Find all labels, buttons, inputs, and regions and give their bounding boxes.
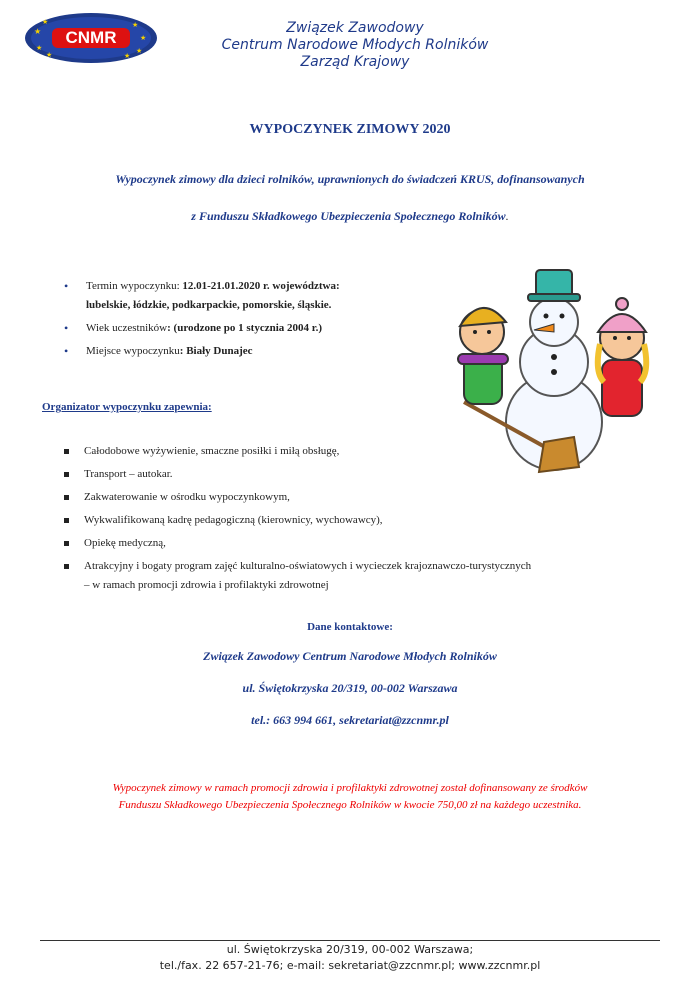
age-label: Wiek uczestników — [86, 322, 168, 334]
contact-address: ul. Świętokrzyska 20/319, 00-002 Warszawa — [242, 681, 458, 695]
place-label: Miejsce wypoczynku — [86, 345, 180, 357]
provision-item: Całodobowe wyżywienie, smaczne posiłki i miłą obsługę, — [62, 444, 642, 459]
footer-address: ul. Świętokrzyska 20/319, 00-002 Warszawa; — [226, 943, 474, 956]
provision-item: Opiekę medyczną, — [62, 536, 642, 551]
provisions-list — [62, 444, 642, 601]
detail-place — [62, 344, 462, 359]
funding-note — [40, 780, 660, 814]
intro-line-2-text: z Funduszu Składkowego Ubezpieczenia Społecznego Rolników — [191, 209, 506, 223]
intro-line-2-period: . — [505, 209, 509, 223]
org-line-2: Centrum Narodowe Młodych Rolników — [221, 37, 489, 53]
svg-text:★: ★ — [136, 47, 143, 55]
detail-term — [62, 279, 462, 294]
svg-text:★: ★ — [36, 44, 43, 52]
svg-text:★: ★ — [42, 18, 49, 26]
place-value: : Biały Dunajec — [179, 345, 253, 357]
svg-text:★: ★ — [46, 51, 53, 59]
org-line-1: Związek Zawodowy — [286, 20, 424, 36]
organizer-heading: Organizator wypoczynku zapewnia: — [42, 401, 212, 413]
svg-text:★: ★ — [124, 52, 131, 60]
term-label: Termin wypoczynku: — [86, 280, 183, 292]
footer-contact: tel./fax. 22 657-21-76; e-mail: sekretariat@zzcnmr.pl; www.zzcnmr.pl — [159, 959, 541, 972]
provision-item: Zakwaterowanie w ośrodku wypoczynkowym, — [62, 490, 642, 505]
contact-heading: Dane kontaktowe: — [307, 621, 393, 633]
intro-line-1: Wypoczynek zimowy dla dzieci rolników, uprawnionych do świadczeń KRUS, dofinansowanych — [115, 172, 585, 186]
provision-item: Transport – autokar. — [62, 467, 642, 482]
organization-header — [190, 20, 520, 71]
page-title: WYPOCZYNEK ZIMOWY 2020 — [249, 122, 451, 137]
funding-note-line-1: Wypoczynek zimowy w ramach promocji zdrowia i profilaktyki zdrowotnej został dofinansowany ze środków — [112, 782, 588, 794]
trip-details-list — [62, 279, 462, 367]
svg-text:CNMR: CNMR — [65, 28, 117, 47]
provision-item-sub: – w ramach promocji zdrowia i profilaktyki zdrowotnej — [84, 579, 329, 591]
footer — [0, 942, 700, 974]
provision-item-text: Atrakcyjny i bogaty program zajęć kulturalno-oświatowych i wycieczek krajoznawczo-turystycznych — [84, 560, 532, 572]
provision-item: Wykwalifikowaną kadrę pedagogiczną (kierownicy, wychowawcy), — [62, 513, 642, 528]
intro-line-2 — [0, 209, 700, 224]
contact-phone-email: tel.: 663 994 661, sekretariat@zzcnmr.pl — [251, 713, 449, 727]
funding-note-line-2: Funduszu Składkowego Ubezpieczenia Społecznego Rolników w kwocie 750,00 zł na każdego uczestnika. — [118, 799, 582, 811]
footer-divider — [40, 940, 660, 941]
age-value: : (urodzone po 1 stycznia 2004 r.) — [167, 322, 323, 334]
svg-text:★: ★ — [34, 27, 42, 36]
term-value: 12.01-21.01.2020 r. województwa: — [182, 280, 340, 292]
contact-org-name: Związek Zawodowy Centrum Narodowe Młodych Rolników — [203, 649, 497, 663]
org-line-3: Zarząd Krajowy — [300, 54, 410, 70]
provision-item — [62, 559, 642, 593]
detail-age — [62, 321, 462, 336]
svg-text:★: ★ — [132, 21, 139, 29]
svg-text:★: ★ — [140, 34, 147, 42]
cnmr-logo — [24, 12, 158, 64]
detail-term-regions: lubelskie, łódzkie, podkarpackie, pomorskie, śląskie. — [86, 299, 332, 311]
